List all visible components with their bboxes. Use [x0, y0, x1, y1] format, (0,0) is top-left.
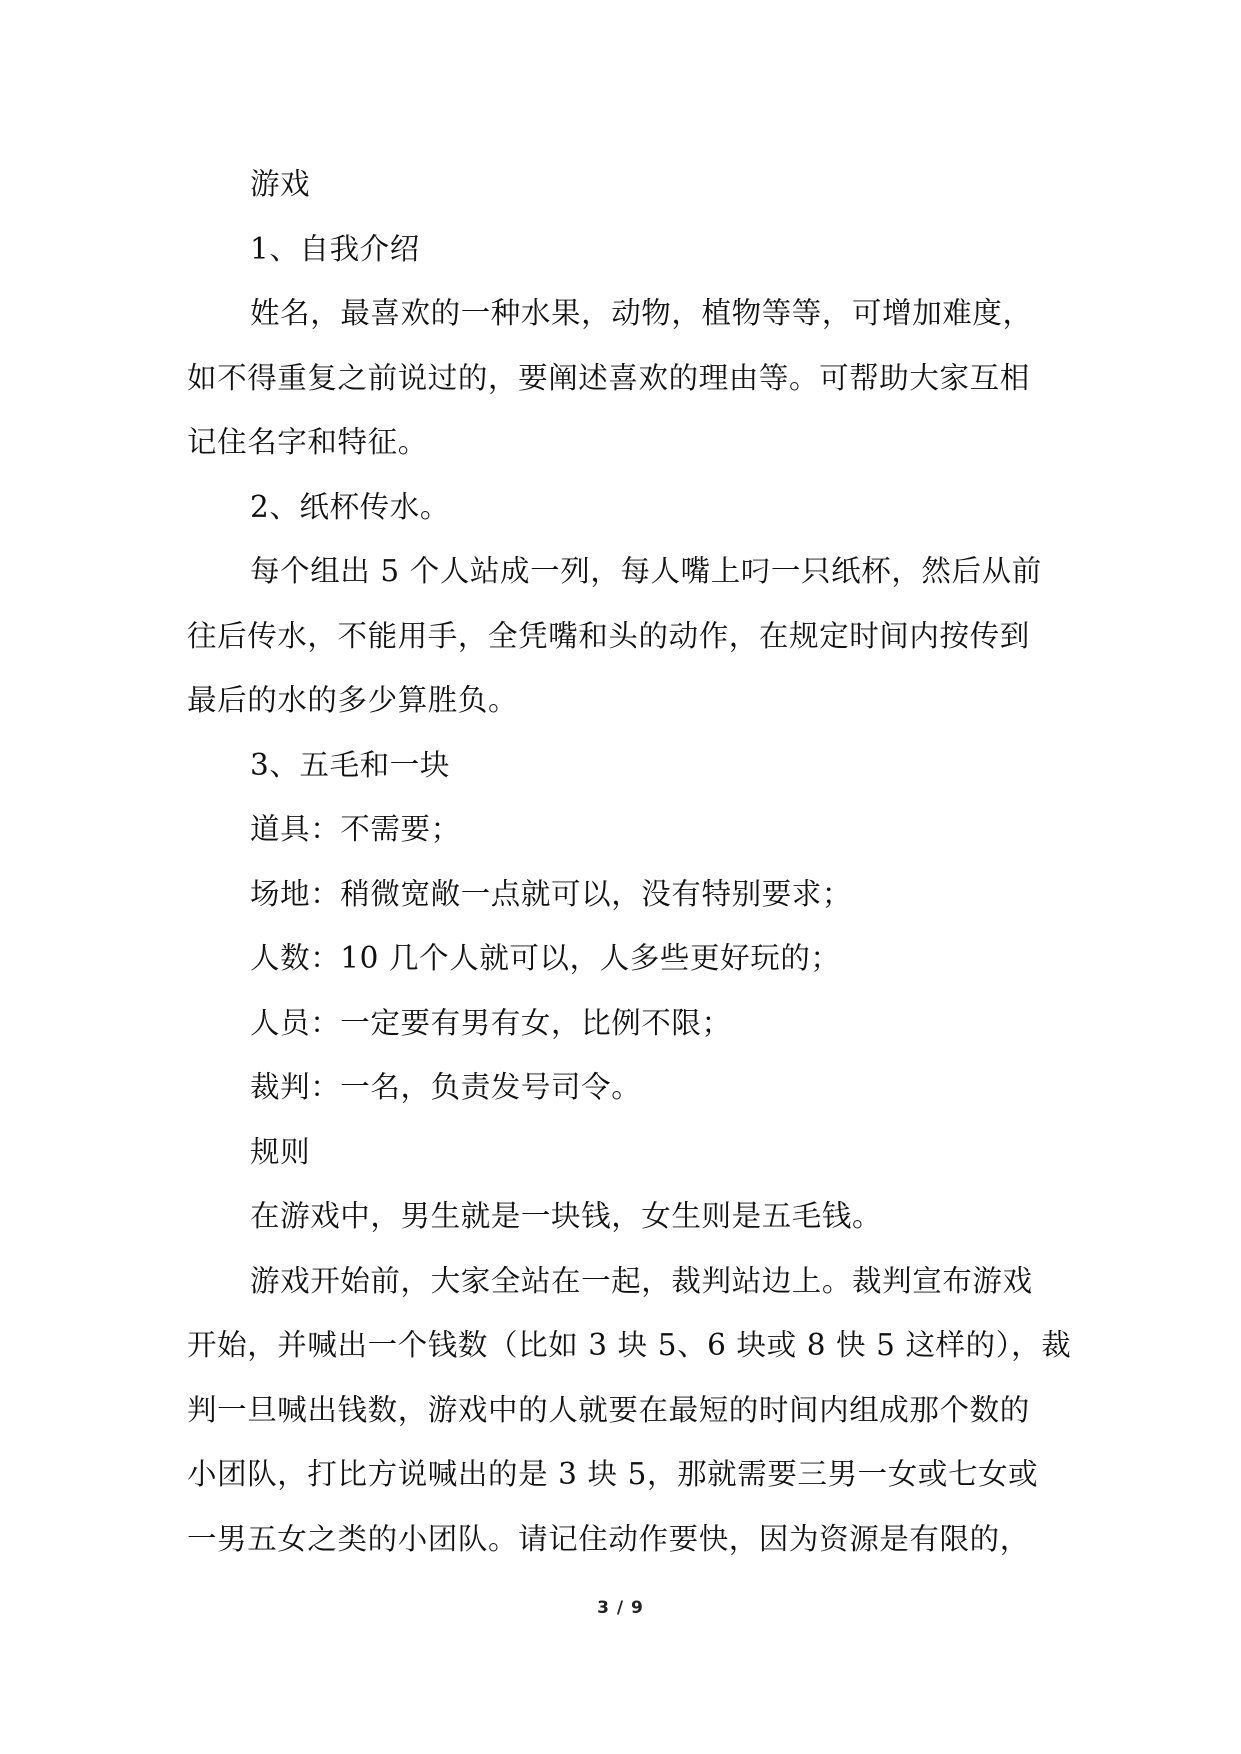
item-heading-five-jiao-one-yuan: 3、五毛和一块 [250, 747, 450, 782]
document-body [187, 152, 1072, 1571]
paragraph-line: 每个组出 5 个人站成一列，每人嘴上叼一只纸杯，然后从前 [250, 554, 1042, 588]
paragraph-line: 最后的水的多少算胜负。 [187, 683, 519, 717]
detail-line-participants: 人员：一定要有男有女，比例不限； [250, 1005, 732, 1040]
paragraph-line: 记住名字和特征。 [187, 425, 428, 459]
item-heading-self-introduction: 1、自我介绍 [250, 231, 420, 266]
item-heading-paper-cup: 2、纸杯传水。 [250, 489, 450, 524]
paragraph-line: 如不得重复之前说过的，要阐述喜欢的理由等。可帮助大家互相 [187, 360, 1030, 395]
paragraph-line: 在游戏中，男生就是一块钱，女生则是五毛钱。 [250, 1199, 883, 1233]
section-heading-game: 游戏 [250, 167, 311, 201]
detail-line-venue: 场地：稍微宽敞一点就可以，没有特别要求； [250, 876, 853, 911]
paragraph-line: 小团队，打比方说喊出的是 3 块 5，那就需要三男一女或七女或 [187, 1457, 1039, 1491]
paragraph-line: 判一旦喊出钱数，游戏中的人就要在最短的时间内组成那个数的 [187, 1392, 1030, 1427]
paragraph-line: 一男五女之类的小团队。请记住动作要快，因为资源是有限的， [187, 1521, 1030, 1556]
subheading-rules: 规则 [250, 1134, 311, 1169]
paragraph-line: 往后传水，不能用手，全凭嘴和头的动作，在规定时间内按传到 [187, 618, 1030, 653]
paragraph-line: 游戏开始前，大家全站在一起，裁判站边上。裁判宣布游戏 [250, 1263, 1033, 1298]
paragraph-line: 开始，并喊出一个钱数（比如 3 块 5、6 块或 8 快 5 这样的），裁 [187, 1328, 1072, 1362]
paragraph-line: 姓名，最喜欢的一种水果，动物，植物等等，可增加难度， [250, 296, 1033, 330]
detail-line-referee: 裁判：一名，负责发号司令。 [250, 1070, 642, 1104]
detail-line-props: 道具：不需要； [250, 812, 461, 846]
page-number: 3 / 9 [597, 1598, 644, 1618]
detail-line-headcount: 人数：10 几个人就可以，人多些更好玩的； [250, 941, 841, 975]
